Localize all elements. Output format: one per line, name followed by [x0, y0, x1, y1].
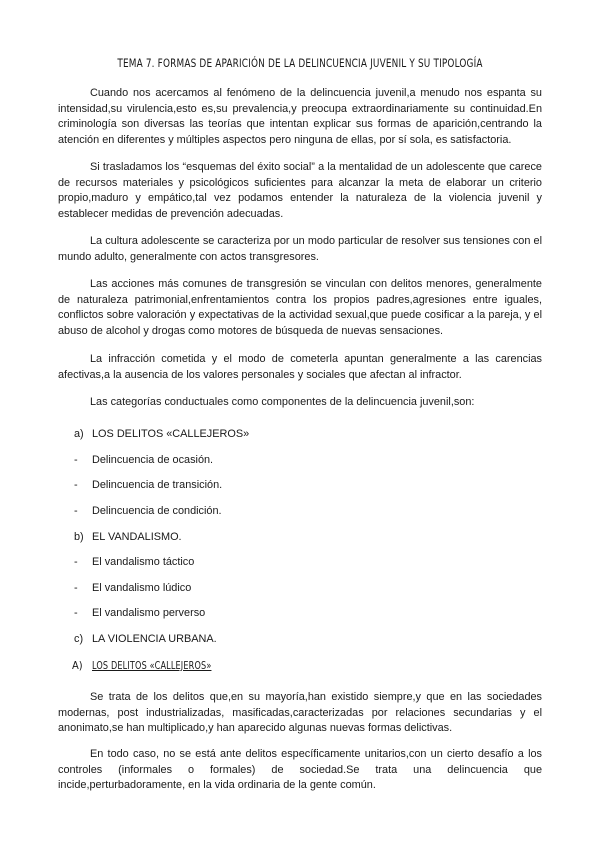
list-item: [74, 453, 213, 467]
list-item: [74, 555, 194, 569]
list-item: [74, 581, 191, 595]
paragraph-6: Las categorías conductuales como componentes de la delincuencia juvenil,son:: [90, 396, 475, 408]
list-item-text: EL VANDALISMO.: [92, 531, 182, 543]
list-item: [74, 606, 205, 620]
section-heading: [72, 659, 238, 672]
section-paragraph-2: En todo caso, no se está ante delitos específicamente unitarios,con un cierto desafío a los controles (informales o formales) de sociedad.Se trata una delincuencia que incide,perturbadoramente, en la vida ordinaria de la gente común.: [58, 748, 542, 792]
list-item-text: LOS DELITOS «CALLEJEROS»: [92, 428, 250, 440]
paragraph-1: Cuando nos acercamos al fenómeno de la delincuencia juvenil,a menudo nos espanta su intensidad,su virulencia,esto es,su prevalencia,y preocupa extraordinariamente su continuidad.En criminología son diversas las teorías que intentan explicar sus formas de aparición,centrando la atención en diferentes y múltiples aspectos pero ninguna de ellas, por sí sola, es satisfactoria.: [58, 87, 542, 146]
list-marker: -: [74, 607, 78, 619]
section-paragraph-1: Se trata de los delitos que,en su mayoría,han existido siempre,y que en las sociedades modernas, post industrializadas, masificadas,caracterizadas por relaciones secundarias y el anonimato,se han multiplicado,y han aparecido algunas nuevas formas delictivas.: [58, 691, 542, 735]
list-item-text: El vandalismo perverso: [92, 607, 206, 619]
list-item: [74, 632, 217, 646]
list-item-text: Delincuencia de condición.: [92, 505, 222, 517]
paragraph-3: La cultura adolescente se caracteriza por un modo particular de resolver sus tensiones con el mundo adulto, generalmente con actos transgresores.: [58, 235, 542, 263]
list-marker: -: [74, 505, 78, 517]
list-marker: -: [74, 582, 78, 594]
section-marker: A): [72, 659, 83, 672]
list-item-text: El vandalismo táctico: [92, 556, 195, 568]
paragraph-4: Las acciones más comunes de transgresión se vinculan con delitos menores, generalmente de naturaleza patrimonial,enfrentamientos contra los propios padres,agresiones entre iguales, conflictos sobre valoración y expectativas de la actividad sexual,que puede cosificar a la pareja, y el abuso de alcohol y drogas como motores de búsqueda de nuevas sensaciones.: [58, 278, 542, 337]
paragraph-2: Si trasladamos los “esquemas del éxito social” a la mentalidad de un adolescente que carece de recursos materiales y psicológicos suficientes para alcanzar la meta de elaborar un criterio propio,maduro y empático,tal vez podamos entender la naturaleza de la violencia juvenil y establecer medidas de prevención adecuadas.: [58, 161, 542, 220]
list-item-text: LA VIOLENCIA URBANA.: [92, 633, 217, 645]
list-item: [74, 427, 249, 441]
list-item: [74, 530, 182, 544]
list-item: [74, 504, 222, 518]
list-item-text: Delincuencia de ocasión.: [92, 454, 214, 466]
paragraph-5: La infracción cometida y el modo de cometerla apuntan generalmente a las carencias afectivas,a la ausencia de los valores personales y sociales que afectan al infractor.: [58, 353, 542, 381]
page-title: TEMA 7. FORMAS DE APARICIÓN DE LA DELINCUENCIA JUVENIL Y SU TIPOLOGÍA: [117, 56, 483, 70]
list-item-text: El vandalismo lúdico: [92, 582, 192, 594]
list-marker: -: [74, 556, 78, 568]
list-item: [74, 478, 222, 492]
list-marker: a): [74, 428, 84, 440]
list-marker: -: [74, 454, 78, 466]
section-title: LOS DELITOS «CALLEJEROS»: [92, 659, 212, 672]
list-item-text: Delincuencia de transición.: [92, 479, 223, 491]
list-marker: c): [74, 633, 84, 645]
list-marker: -: [74, 479, 78, 491]
list-marker: b): [74, 531, 84, 543]
